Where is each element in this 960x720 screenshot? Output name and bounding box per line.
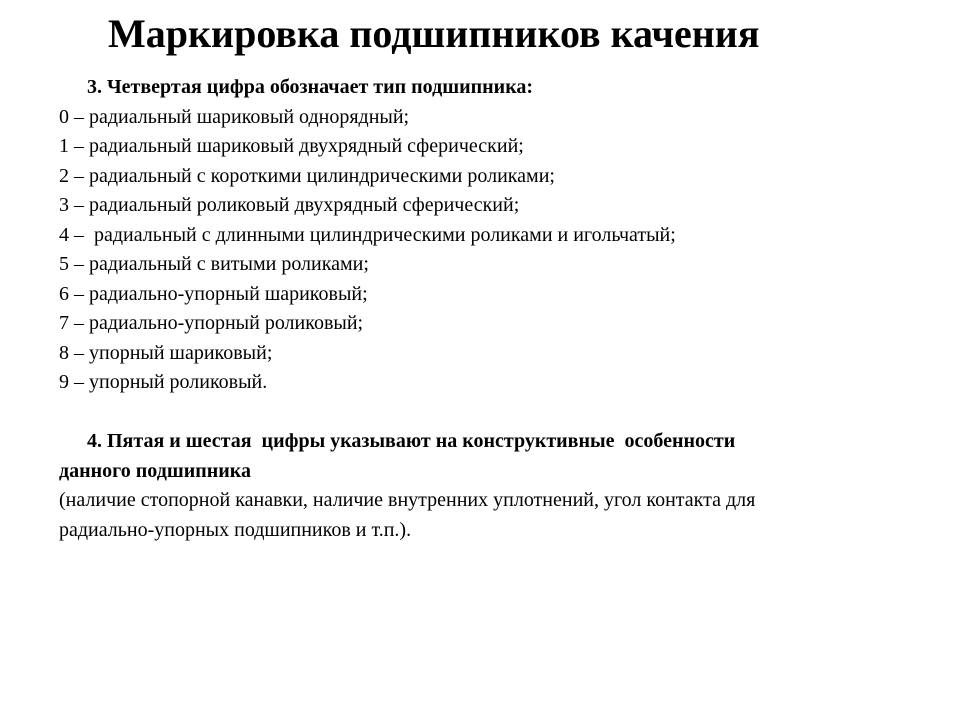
- section-4-text-line-1: (наличие стопорной канавки, наличие внутренних уплотнений, угол контакта для: [59, 489, 756, 511]
- bearing-type-3: 3 – радиальный роликовый двухрядный сферический;: [59, 194, 520, 216]
- bearing-type-7: 7 – радиально-упорный роликовый;: [59, 312, 364, 334]
- bearing-type-6: 6 – радиально-упорный шариковый;: [59, 282, 368, 305]
- slide-title: Маркировка подшипников качения: [108, 11, 760, 56]
- section-3-heading: 3. Четвертая цифра обозначает тип подшипника:: [87, 76, 534, 98]
- bearing-type-5: 5 – радиальный с витыми роликами;: [59, 253, 369, 275]
- bearing-type-2: 2 – радиальный с короткими цилиндрическими роликами;: [59, 164, 555, 187]
- section-4-heading-line-1: 4. Пятая и шестая цифры указывают на конструктивные особенности: [87, 430, 736, 452]
- bearing-type-0: 0 – радиальный шариковый однорядный;: [59, 105, 410, 128]
- bearing-type-9: 9 – упорный роликовый.: [59, 371, 268, 393]
- slide-body: [59, 73, 939, 545]
- bearing-type-8: 8 – упорный шариковый;: [59, 341, 273, 364]
- section-4-text-line-2: радиально-упорных подшипников и т.п.).: [59, 518, 412, 541]
- bearing-type-4: 4 – радиальный с длинными цилиндрическими роликами и игольчатый;: [59, 223, 676, 246]
- section-spacer: [59, 398, 939, 428]
- section-4-heading-line-2: данного подшипника: [59, 459, 252, 482]
- bearing-type-1: 1 – радиальный шариковый двухрядный сферический;: [59, 135, 524, 157]
